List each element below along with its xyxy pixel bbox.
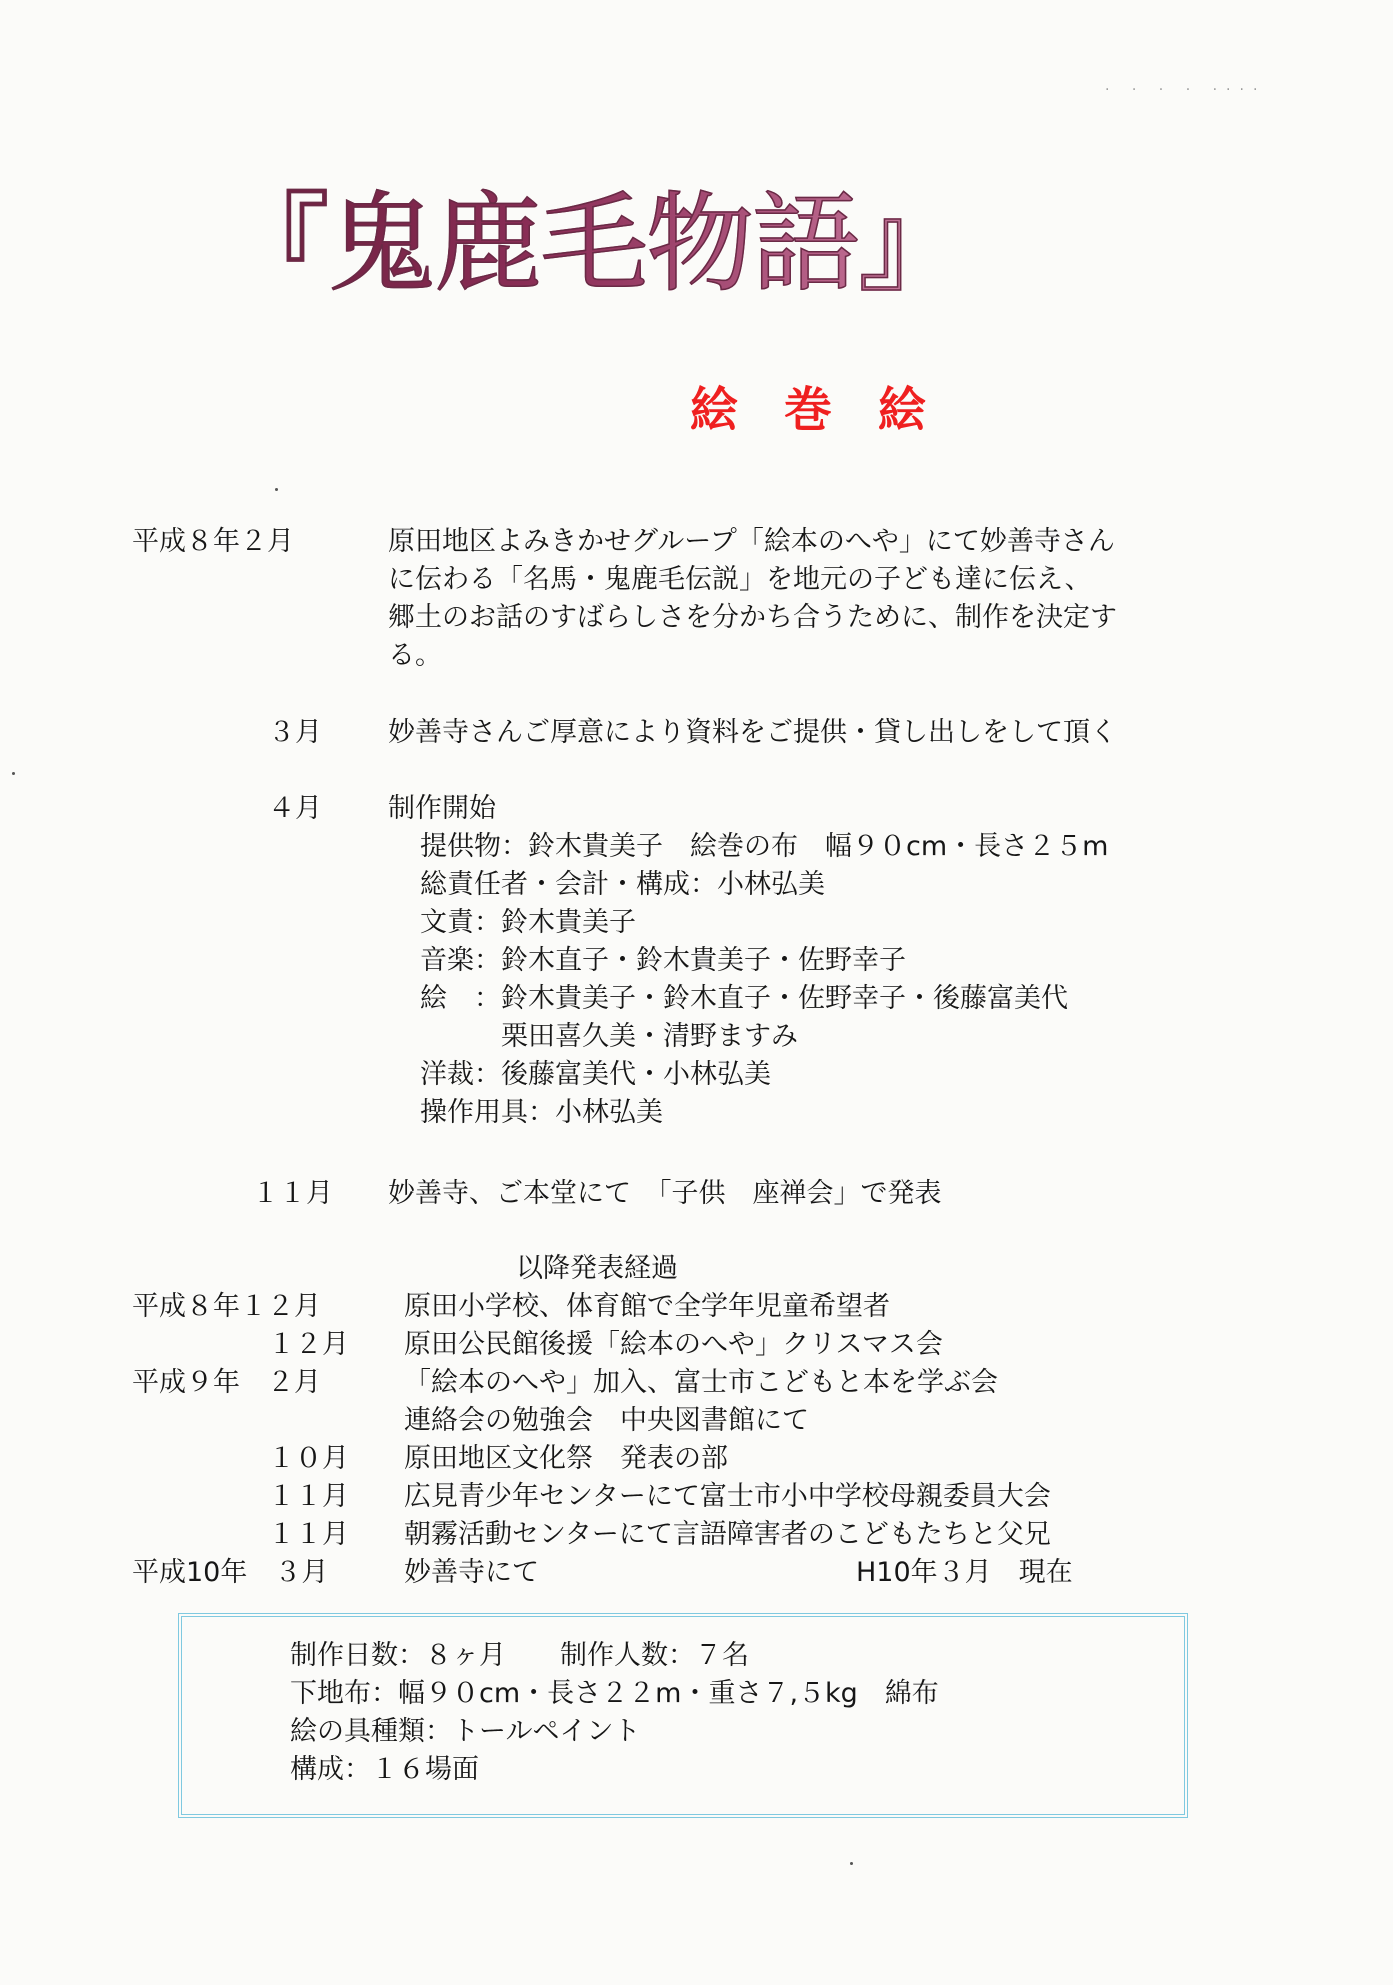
summary-line: 下地布：幅９０cm・長さ２２m・重さ７,５kg 綿布 xyxy=(290,1678,939,1709)
scan-speck xyxy=(12,772,15,775)
intro-line: る。 xyxy=(388,640,442,671)
summary-line: 構成：１６場面 xyxy=(290,1754,479,1785)
history-date: １２月 xyxy=(268,1329,349,1360)
history-date: 平成10年 ３月 xyxy=(132,1557,329,1588)
history-text: 妙善寺にて xyxy=(404,1557,539,1588)
summary-line: 絵の具種類：トールペイント xyxy=(290,1716,641,1747)
history-text: 広見青少年センターにて富士市小中学校母親委員大会 xyxy=(404,1481,1051,1512)
credit-line: 総責任者・会計・構成：小林弘美 xyxy=(420,869,825,900)
scan-speck xyxy=(850,1862,853,1865)
entry-date-april: ４月 xyxy=(268,793,322,824)
history-text: 「絵本のへや」加入、富士市こどもと本を学ぶ会 xyxy=(404,1367,998,1398)
history-text: 朝霧活動センターにて言語障害者のこどもたちと父兄 xyxy=(404,1519,1051,1550)
entry-text-march: 妙善寺さんご厚意により資料をご提供・貸し出しをして頂く xyxy=(388,717,1117,748)
history-date: １１月 xyxy=(268,1481,349,1512)
credit-line: 文責：鈴木貴美子 xyxy=(420,907,636,938)
entry-date-march: ３月 xyxy=(268,717,322,748)
intro-line: 原田地区よみきかせグループ「絵本のへや」にて妙善寺さん xyxy=(388,526,1115,557)
entry-text-april: 制作開始 xyxy=(388,793,496,824)
corner-dots: . . . . .... xyxy=(1105,78,1267,94)
entry-date-november: １１月 xyxy=(252,1178,333,1209)
document-title: 『鬼鹿毛物語』 xyxy=(222,170,964,320)
credit-line: 操作用具：小林弘美 xyxy=(420,1097,663,1128)
credit-line: 絵 ：鈴木貴美子・鈴木直子・佐野幸子・後藤富美代 xyxy=(420,983,1068,1014)
history-text: 原田公民館後援「絵本のへや」クリスマス会 xyxy=(404,1329,943,1360)
credit-line: 洋裁：後藤富美代・小林弘美 xyxy=(420,1059,771,1090)
entry-text-november: 妙善寺、ご本堂にて 「子供 座禅会」で発表 xyxy=(388,1178,942,1209)
history-text: 原田地区文化祭 発表の部 xyxy=(404,1443,728,1474)
intro-line: に伝わる「名馬・鬼鹿毛伝説」を地元の子ども達に伝え、 xyxy=(388,564,1092,595)
scan-speck xyxy=(275,488,278,491)
history-text: 連絡会の勉強会 中央図書館にて xyxy=(404,1405,809,1436)
history-heading: 以降発表経過 xyxy=(516,1253,678,1284)
summary-line: 制作日数：８ヶ月 制作人数：７名 xyxy=(290,1640,749,1671)
history-date: １１月 xyxy=(268,1519,349,1550)
document-subtitle: 絵巻絵 xyxy=(690,382,973,438)
credit-line: 栗田喜久美・清野ますみ xyxy=(420,1021,798,1052)
history-date: 平成９年 ２月 xyxy=(132,1367,321,1398)
current-note: H10年３月 現在 xyxy=(856,1557,1073,1588)
history-date: １０月 xyxy=(268,1443,349,1474)
credit-line: 音楽：鈴木直子・鈴木貴美子・佐野幸子 xyxy=(420,945,906,976)
intro-line: 郷土のお話のすばらしさを分かち合うために、制作を決定す xyxy=(388,602,1117,633)
credit-line: 提供物：鈴木貴美子 絵巻の布 幅９０cm・長さ２５m xyxy=(420,831,1109,862)
history-text: 原田小学校、体育館で全学年児童希望者 xyxy=(404,1291,890,1322)
entry-date-h8-feb: 平成８年２月 xyxy=(132,526,294,557)
history-date: 平成８年１２月 xyxy=(132,1291,321,1322)
entry-text-h8-feb xyxy=(388,523,1268,675)
